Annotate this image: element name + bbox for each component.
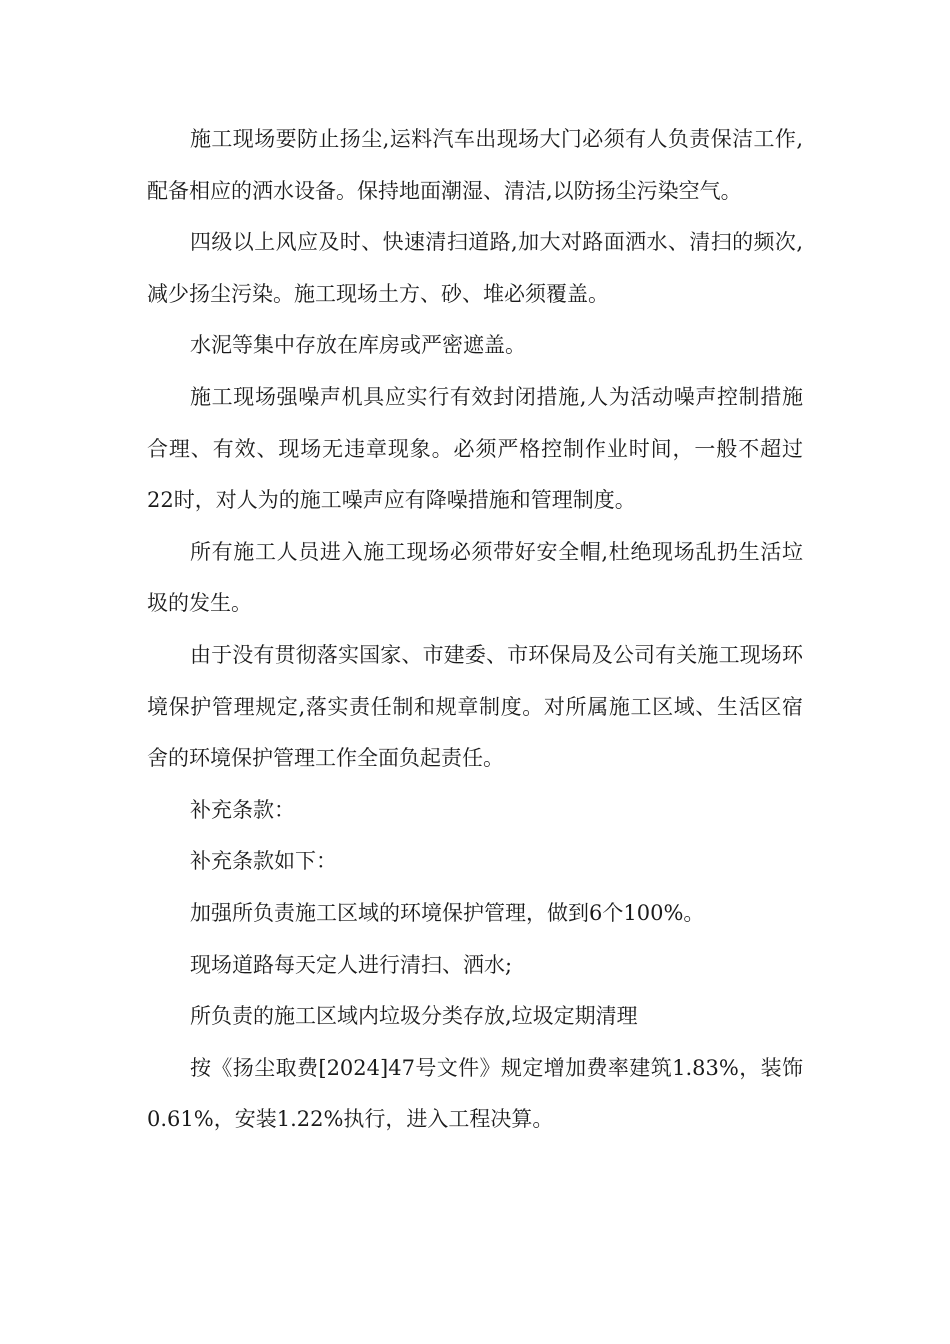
paragraph-management-responsibility: 由于没有贯彻落实国家、市建委、市环保局及公司有关施工现场环境保护管理规定,落实责任制和规章制度。对所属施工区域、生活区宿舍的环境保护管理工作全面负起责任。 [147,642,803,771]
paragraph-six-100-percent: 加强所负责施工区域的环境保护管理，做到6个100%。 [190,900,705,925]
paragraph-safety-helmet: 所有施工人员进入施工现场必须带好安全帽,杜绝现场乱扔生活垃圾的发生。 [147,539,803,616]
paragraph-cement-storage: 水泥等集中存放在库房或严密遮盖。 [190,333,526,358]
paragraph-road-cleaning: 现场道路每天定人进行清扫、洒水; [190,952,513,977]
paragraph-wind-cleaning: 四级以上风应及时、快速清扫道路,加大对路面洒水、清扫的频次,减少扬尘污染。施工现场土方、砂、堆必须覆盖。 [147,230,803,306]
paragraph-fee-rates: 按《扬尘取费[2024]47号文件》规定增加费率建筑1.83%，装饰0.61%，安装1.22%执行，进入工程决算。 [147,1055,803,1132]
paragraph-dust-prevention: 施工现场要防止扬尘,运料汽车出现场大门必须有人负责保洁工作,配备相应的洒水设备。保持地面潮湿、清洁,以防扬尘污染空气。 [147,127,803,203]
paragraph-supplementary-heading: 补充条款： [190,797,295,822]
paragraph-noise-control: 施工现场强噪声机具应实行有效封闭措施,人为活动噪声控制措施合理、有效、现场无违章现象。必须严格控制作业时间，一般不超过22时，对人为的施工噪声应有降噪措施和管理制度。 [147,384,803,513]
paragraph-garbage-sorting: 所负责的施工区域内垃圾分类存放,垃圾定期清理 [190,1004,638,1029]
document-body [147,114,803,1146]
paragraph-supplementary-intro: 补充条款如下： [190,849,337,874]
